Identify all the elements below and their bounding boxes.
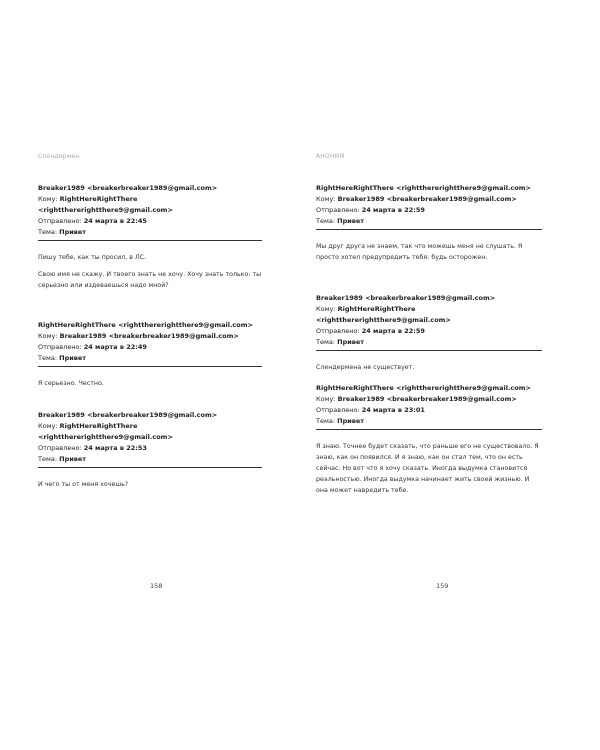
email-sent: 24 марта в 22:49 xyxy=(83,343,147,351)
page-number: 159 xyxy=(436,582,449,590)
subject-label: Тема: xyxy=(38,354,58,362)
sent-label: Отправлено: xyxy=(38,343,82,351)
body-paragraph: Пишу тебе, как ты просил, в ЛС. xyxy=(38,254,147,261)
email-body xyxy=(38,252,262,291)
email-sent: 24 марта в 22:59 xyxy=(361,327,425,335)
header-rule xyxy=(316,429,542,430)
email-to: Breaker1989 <breakerbreaker1989@gmail.com> xyxy=(337,195,517,203)
email-message xyxy=(38,183,262,297)
sent-label: Отправлено: xyxy=(38,217,82,225)
body-paragraph: Я знаю. Точнее будет сказать, что раньше его не существовало. Я знаю, как он появился. И я знаю, как он стал тем, что он есть сейчас. Но вот что я хочу сказать. Иногда выдумка становится реальностью. Иногда выдумка начинает жить своей жизнью. И она может навредить тебе. xyxy=(316,443,539,494)
body-paragraph: Мы друг друга не знаем, так что можешь меня не слушать. Я просто хотел предупредить тебя: будь осторожен. xyxy=(316,243,523,261)
body-paragraph: Слендермена не существует. xyxy=(316,364,415,371)
subject-label: Тема: xyxy=(38,228,58,236)
email-to: Breaker1989 <breakerbreaker1989@gmail.com> xyxy=(337,395,517,403)
email-message xyxy=(38,410,262,496)
email-header xyxy=(38,320,262,364)
email-to: RightHereRightThere <rightthererightthere9@gmail.com> xyxy=(38,195,173,214)
running-head: Слендермен xyxy=(38,153,80,160)
email-subject: Привет xyxy=(59,354,87,362)
email-subject: Привет xyxy=(59,228,87,236)
email-from: Breaker1989 <breakerbreaker1989@gmail.com> xyxy=(316,294,496,302)
running-head: АНОНИМ xyxy=(316,153,345,160)
header-rule xyxy=(38,240,262,241)
to-label: Кому: xyxy=(316,305,336,313)
to-label: Кому: xyxy=(38,422,58,430)
body-paragraph: Я серьезно. Честно. xyxy=(38,380,104,387)
email-to: RightHereRightThere <rightthererightthere9@gmail.com> xyxy=(316,305,451,324)
email-from: RightHereRightThere <rightthererightthere9@gmail.com> xyxy=(316,384,531,392)
to-label: Кому: xyxy=(316,395,336,403)
to-label: Кому: xyxy=(38,195,58,203)
email-sent: 24 марта в 23:01 xyxy=(361,406,425,414)
header-rule xyxy=(316,350,542,351)
email-sent: 24 марта в 22:59 xyxy=(361,206,425,214)
email-from: RightHereRightThere <rightthererightthere9@gmail.com> xyxy=(38,321,253,329)
body-paragraph: Свою имя не скажу. И твоего знать не хочу. Хочу знать только: ты серьезно или издеваешься надо мной? xyxy=(38,271,262,289)
to-label: Кому: xyxy=(38,332,58,340)
email-message xyxy=(38,320,262,395)
subject-label: Тема: xyxy=(38,455,58,463)
email-body xyxy=(316,362,542,373)
email-from: Breaker1989 <breakerbreaker1989@gmail.com> xyxy=(38,411,218,419)
email-body xyxy=(38,479,262,490)
sent-label: Отправлено: xyxy=(38,444,82,452)
page-number: 158 xyxy=(150,582,163,590)
email-body xyxy=(316,241,542,263)
email-message xyxy=(316,183,542,269)
subject-label: Тема: xyxy=(316,217,336,225)
email-subject: Привет xyxy=(337,338,365,346)
email-header xyxy=(38,410,262,465)
header-rule xyxy=(316,229,542,230)
subject-label: Тема: xyxy=(316,338,336,346)
email-header xyxy=(316,383,542,427)
email-from: Breaker1989 <breakerbreaker1989@gmail.com> xyxy=(38,184,218,192)
subject-label: Тема: xyxy=(316,417,336,425)
email-subject: Привет xyxy=(337,417,365,425)
email-header xyxy=(316,183,542,227)
header-rule xyxy=(38,467,262,468)
sent-label: Отправлено: xyxy=(316,206,360,214)
email-subject: Привет xyxy=(59,455,87,463)
email-message xyxy=(316,293,542,379)
email-sent: 24 марта в 22:45 xyxy=(83,217,147,225)
email-subject: Привет xyxy=(337,217,365,225)
email-header xyxy=(38,183,262,238)
email-to: Breaker1989 <breakerbreaker1989@gmail.com> xyxy=(59,332,239,340)
header-rule xyxy=(38,366,262,367)
email-header xyxy=(316,293,542,348)
email-body xyxy=(316,441,542,496)
email-body xyxy=(38,378,262,389)
email-message xyxy=(316,383,542,502)
sent-label: Отправлено: xyxy=(316,327,360,335)
email-from: RightHereRightThere <rightthererightthere9@gmail.com> xyxy=(316,184,531,192)
sent-label: Отправлено: xyxy=(316,406,360,414)
right-page xyxy=(300,0,600,750)
email-to: RightHereRightThere <rightthererightthere9@gmail.com> xyxy=(38,422,173,441)
email-sent: 24 марта в 22:53 xyxy=(83,444,147,452)
body-paragraph: И чего ты от меня хочешь? xyxy=(38,481,129,488)
to-label: Кому: xyxy=(316,195,336,203)
